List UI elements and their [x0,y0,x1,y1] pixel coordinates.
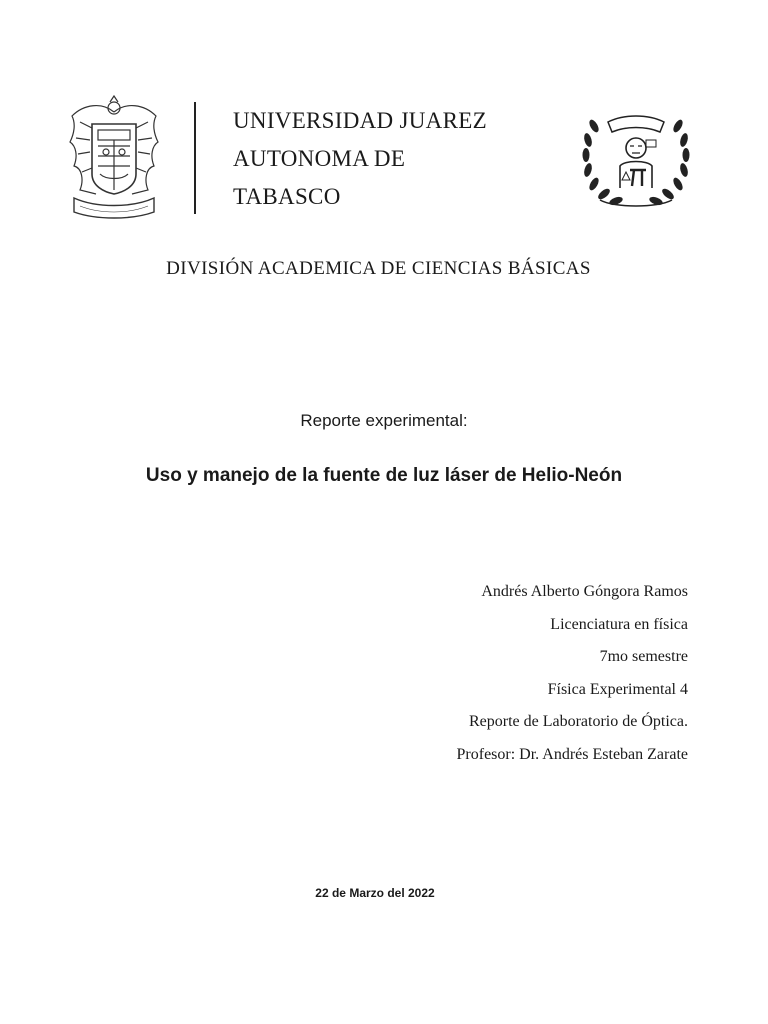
division-title: DIVISIÓN ACADEMICA DE CIENCIAS BÁSICAS [166,258,591,279]
university-name-line-2: AUTONOMA DE [233,146,406,171]
university-name-line-1: UNIVERSIDAD JUAREZ [233,108,487,133]
author-name: Andrés Alberto Góngora Ramos [481,583,688,600]
basicas-division-seal-icon [580,100,692,212]
degree-program: Licenciatura en física [550,615,688,633]
university-seal-icon [66,94,162,222]
report-type: Reporte de Laboratorio de Óptica. [468,713,688,730]
report-title: Uso y manejo de la fuente de luz láser de Helio-Neón [145,465,623,486]
professor-name: Profesor: Dr. Andrés Esteban Zarate [456,745,688,763]
author-info-block [457,583,688,778]
course-name: Física Experimental 4 [547,680,688,698]
semester: 7mo semestre [599,648,688,665]
report-label: Reporte experimental: [300,411,468,430]
university-name-line-3: TABASCO [233,184,341,209]
header-divider [194,102,196,214]
report-date: 22 de Marzo del 2022 [315,886,435,900]
